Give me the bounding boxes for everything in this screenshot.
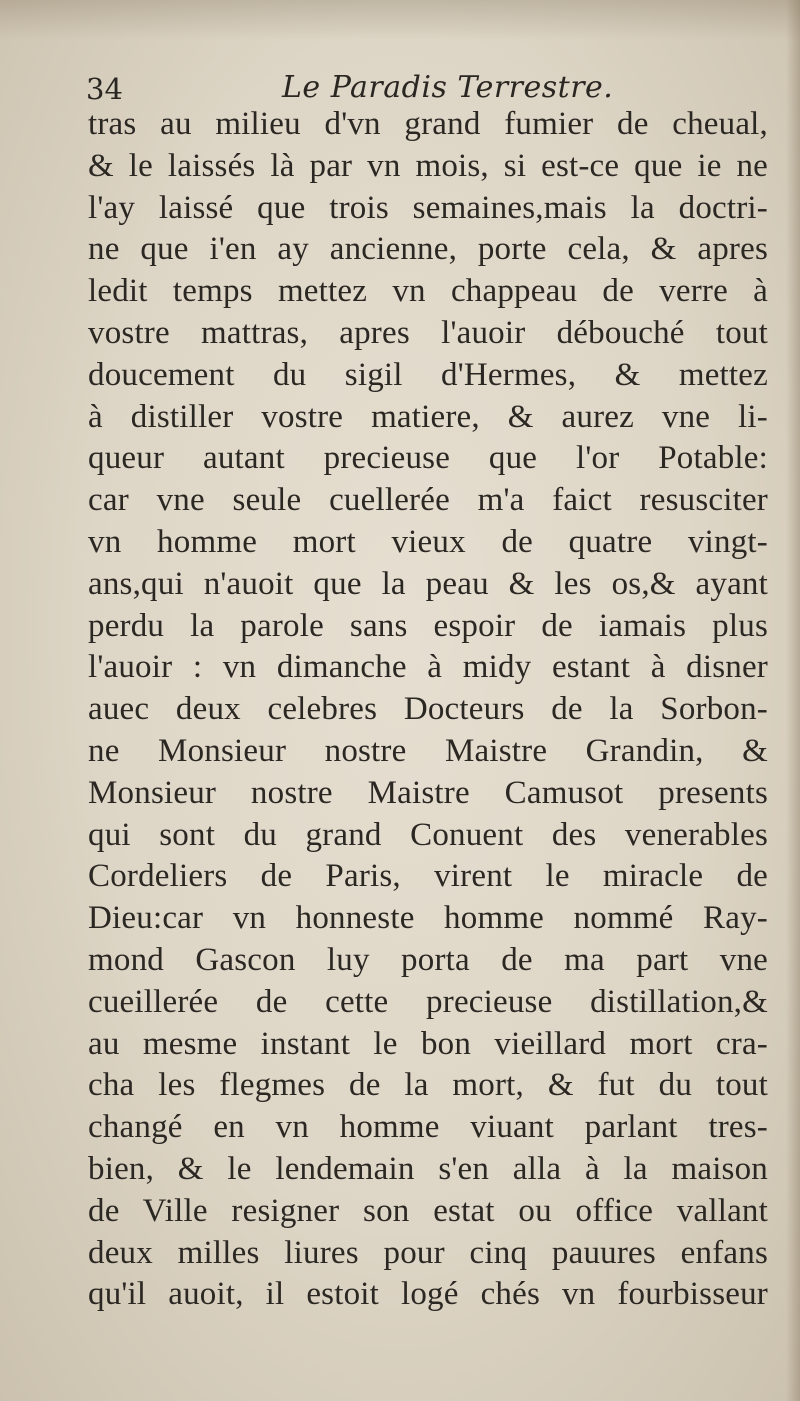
text-line: l'auoir : vn dimanche à midy estant à disner [88,649,768,686]
text-line: ans,qui n'auoit que la peau & les os,& ayant [88,565,768,602]
text-line: qu'il auoit, il estoit logé chés vn fourbisseur [88,1276,768,1313]
text-line: car vne seule cuellerée m'a faict resusciter [88,482,768,519]
page-shadow-top [0,0,800,40]
text-line: vn homme mort vieux de quatre vingt- [88,523,768,560]
text-line: changé en vn homme viuant parlant tres- [88,1109,768,1146]
text-line: auec deux celebres Docteurs de la Sorbon- [88,691,768,728]
text-line: queur autant precieuse que l'or Potable: [88,440,768,477]
text-line: deux milles liures pour cinq pauures enfans [88,1234,768,1271]
text-line: tras au milieu d'vn grand fumier de cheual, [88,106,768,142]
page-number: 34 [86,72,123,106]
text-line: Dieu:car vn honneste homme nommé Ray- [88,900,768,937]
text-line: doucement du sigil d'Hermes, & mettez [88,356,768,393]
text-line: cha les flegmes de la mort, & fut du tout [88,1067,768,1104]
text-line: ledit temps mettez vn chappeau de verre à [88,273,768,310]
text-line: bien, & le lendemain s'en alla à la maison [88,1150,768,1187]
text-line: perdu la parole sans espoir de iamais plus [88,607,768,644]
text-line: ne que i'en ay ancienne, porte cela, & apres [88,231,768,268]
text-line: au mesme instant le bon vieillard mort cra- [88,1025,768,1062]
text-line: Monsieur nostre Maistre Camusot presents [88,774,768,811]
text-line: de Ville resigner son estat ou office vallant [88,1192,768,1229]
text-line: vostre mattras, apres l'auoir débouché tout [88,314,768,351]
text-line: qui sont du grand Conuent des venerables [88,816,768,853]
text-line: mond Gascon luy porta de ma part vne [88,941,768,978]
text-line: & le laissés là par vn mois, si est-ce que ie ne [88,147,768,184]
running-title: Le Paradis Terrestre. [282,70,614,105]
text-line: cueillerée de cette precieuse distillation,& [88,983,768,1020]
page-shadow-right [786,0,800,1401]
text-line: Cordeliers de Paris, virent le miracle de [88,858,768,895]
text-line: l'ay laissé que trois semaines,mais la doctri- [88,189,768,226]
text-line: ne Monsieur nostre Maistre Grandin, & [88,732,768,769]
text-line: à distiller vostre matiere, & aurez vne li- [88,398,768,435]
body-text [88,104,768,1316]
